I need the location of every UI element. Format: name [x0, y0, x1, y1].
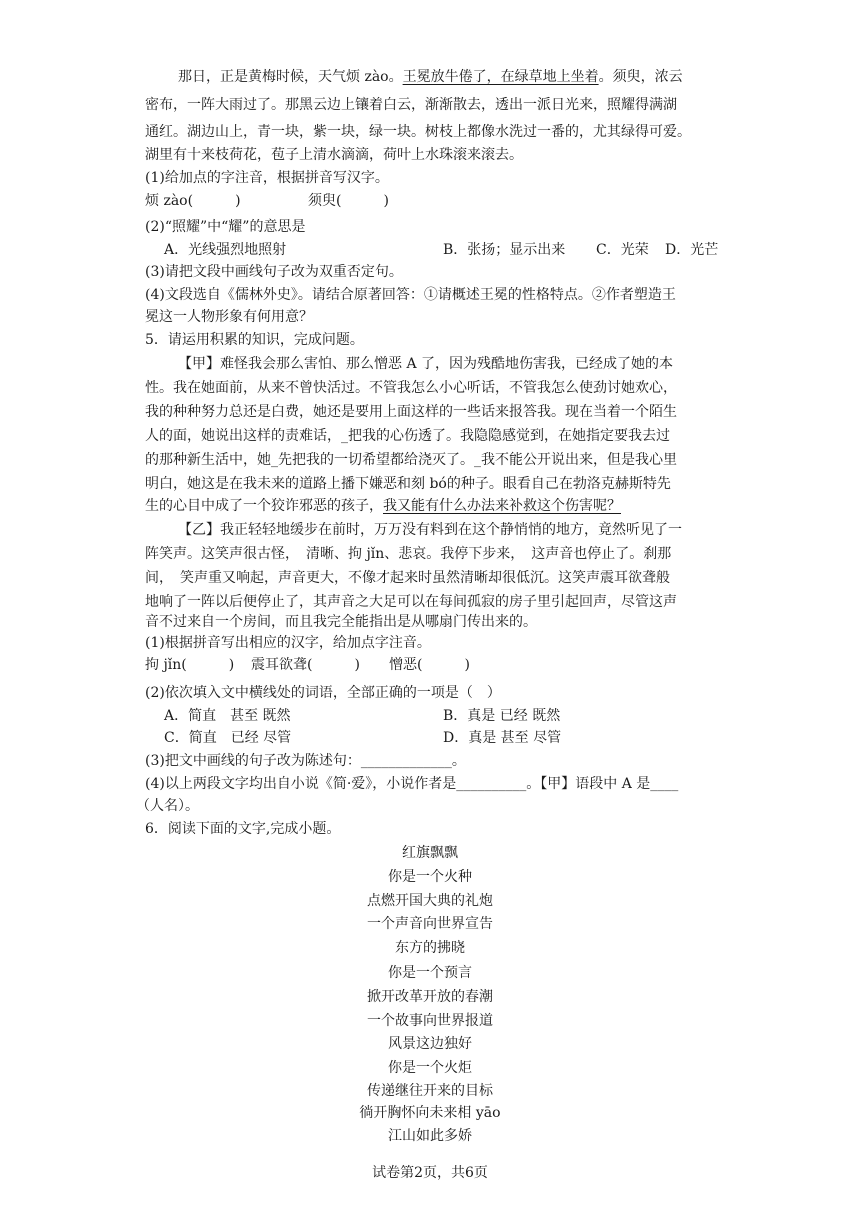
q5-jia-line-2: 性。我在她面前，从来不曾快活过。不管我怎么小心听话，不管我怎么使劲讨她欢心，: [145, 380, 677, 396]
q6-title: 6．阅读下面的文字,完成小题。: [145, 821, 341, 837]
poem-line: 江山如此多娇: [388, 1128, 472, 1144]
q4-passage-line-4: 湖里有十来枝荷花，苞子上清水滴滴，荷叶上水珠滚来滚去。: [145, 147, 523, 163]
poem-line: 你是一个火种: [388, 869, 472, 885]
q5-yi-line-5: 音不过来自一个房间，而且我完全能指出是从哪扇门传出来的。: [145, 614, 537, 630]
poem-line: 你是一个火炬: [388, 1060, 472, 1076]
q4-sub1-b: 须臾( ): [308, 193, 389, 209]
q4-sub2: (2)“照耀”中“耀”的意思是: [145, 219, 306, 235]
q5-jia-line-3: 我的种种努力总还是白费，她还是要用上面这样的一些话来报答我。现在当着一个陌生: [145, 404, 677, 420]
q5-yi-line-1: 【乙】我正轻轻地缓步在前时，万万没有料到在这个静悄悄的地方，竟然听见了一: [178, 522, 682, 538]
page-footer: 试卷第2页，共6页: [372, 1165, 488, 1181]
q5-jia-line-5: 的那种新生活中，她_先把我的一切希望都给浇灭了。_我不能公开说出来，但是我心里: [145, 452, 677, 468]
q5-jia-line-1: 【甲】难怪我会那么害怕、那么憎恶 A 了，因为残酷地伤害我，已经成了她的本: [178, 356, 674, 372]
q5-sub4-line-1: (4)以上两段文字均出自小说《简·爱》，小说作者是__________。【甲】语段中 A 是____: [145, 776, 679, 792]
q5-option-d: D．真是 甚至 尽管: [443, 730, 562, 746]
q5-sub1-a: 拘 jǐn( ): [145, 657, 235, 673]
q4-option-a: A．光线强烈地照射: [164, 242, 287, 258]
q4-passage-line-1: 那日，正是黄梅时候，天气烦 zào。王冕放牛倦了，在绿草地上坐着。须臾，浓云: [178, 69, 683, 85]
q5-yi-line-4: 地响了一阵以后便停止了，其声音之大足可以在每间孤寂的房子里引起回声，尽管这声: [145, 594, 677, 610]
q5-jia-line-6: 明白，她这是在我未来的道路上播下嫌恶和刻 bó的种子。眼看自己在勃洛克赫斯特先: [145, 476, 671, 492]
q4-sub1-a: 烦 zào( ): [145, 193, 241, 209]
poem-line: 传递继往开来的目标: [367, 1083, 493, 1099]
q5-jia-line-7: 生的心目中成了一个狡诈邪恶的孩子，我又能有什么办法来补救这个伤害呢？: [145, 498, 621, 514]
q5-sub1: (1)根据拼音写出相应的汉字，给加点字注音。: [145, 635, 431, 651]
q5-yi-line-3: 间， 笑声重又响起，声音更大，不像才起来时虽然清晰却很低沉。这笑声震耳欲聋般: [145, 570, 670, 586]
poem-line: 风景这边独好: [388, 1036, 472, 1052]
q5-sub4-line-2: （人名）。: [136, 798, 199, 814]
q4-underlined-sentence: 王冕放牛倦了，在绿草地上坐着: [402, 69, 599, 85]
q5-option-c: C．简直 已经 尽管: [164, 730, 292, 746]
q4-option-c: C．光荣: [596, 242, 649, 258]
q4-passage-line-2: 密布，一阵大雨过了。那黑云边上镶着白云，渐渐散去，透出一派日光来，照耀得满湖: [145, 97, 677, 113]
q5-sub1-c: 憎恶( ): [389, 657, 470, 673]
poem-line: 一个声音向世界宣告: [367, 916, 493, 932]
q5-sub2: (2)依次填入文中横线处的词语，全部正确的一项是（ ）: [145, 685, 501, 701]
q5-sub3: (3)把文中画线的句子改为陈述句：_____________。: [145, 753, 466, 769]
poem-line: 掀开改革开放的春潮: [367, 989, 493, 1005]
q4-sub1: (1)给加点的字注音，根据拼音写汉字。: [145, 170, 389, 186]
poem-line: 一个故事向世界报道: [367, 1013, 493, 1029]
q5-title: 5．请运用积累的知识，完成问题。: [145, 332, 364, 348]
poem-title: 红旗飘飘: [402, 845, 458, 861]
q5-sub1-b: 震耳欲聋( ): [251, 657, 360, 673]
q5-option-b: B．真是 已经 既然: [443, 708, 561, 724]
q4-sub4-line-2: 冕这一人物形象有何用意？: [145, 309, 313, 325]
q4-option-d: D．光芒: [665, 242, 719, 258]
poem-line: 东方的拂晓: [395, 940, 465, 956]
q4-passage-line-3: 通红。湖边山上，青一块，紫一块，绿一块。树枝上都像水洗过一番的，尤其绿得可爱。: [145, 124, 691, 140]
q4-sub3: (3)请把文段中画线句子改为双重否定句。: [145, 264, 403, 280]
poem-line: 点燃开国大典的礼炮: [367, 893, 493, 909]
q4-option-b: B．张扬；显示出来: [443, 242, 566, 258]
poem-line: 徜开胸怀向未来相 yāo: [359, 1105, 501, 1121]
q5-yi-line-2: 阵笑声。这笑声很古怪， 清晰、拘 jǐn、悲哀。我停下步来， 这声音也停止了。刹那: [145, 546, 672, 562]
q5-jia-line-4: 人的面，她说出这样的责难话，_把我的心伤透了。我隐隐感觉到，在她指定要我去过: [145, 428, 670, 444]
q4-sub4-line-1: (4)文段选自《儒林外史》。请结合原著回答：①请概述王冕的性格特点。②作者塑造王: [145, 287, 676, 303]
q5-option-a: A．简直 甚至 既然: [164, 708, 291, 724]
q5-underlined-sentence: 我又能有什么办法来补救这个伤害呢？: [383, 498, 621, 514]
poem-line: 你是一个预言: [388, 965, 472, 981]
